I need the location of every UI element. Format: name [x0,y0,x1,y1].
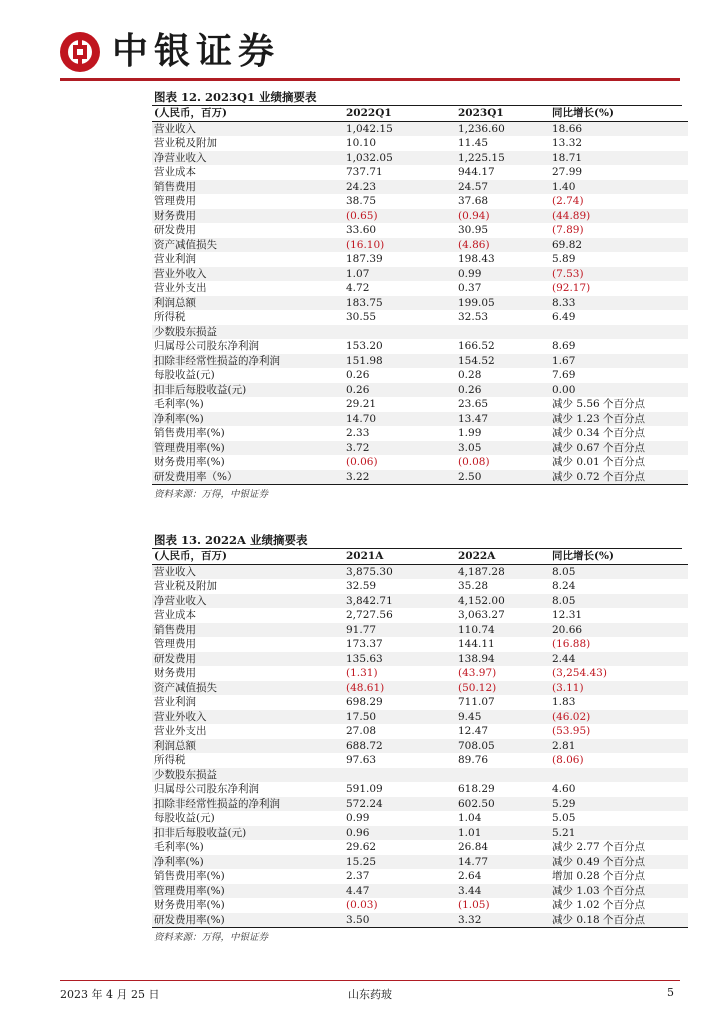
table-row [152,637,688,652]
table-cell: 91.77 [344,623,456,638]
table-row [152,811,688,826]
table-cell: 27.99 [552,166,583,178]
table-cell: (1.05) [458,899,490,911]
table-cell: 2021A [344,549,456,564]
row-label: 销售费用率(%) [154,870,225,882]
company-name: 山东药玻 [348,988,392,1001]
table-row [152,753,688,768]
table-cell: 1.01 [456,826,550,841]
table-row [152,710,688,725]
bank-logo-icon [60,32,100,72]
table-cell: 8.33 [550,296,688,311]
table-row [152,180,688,195]
header-rule [60,78,680,81]
table-cell: 1.83 [552,696,576,708]
table-cell: 2022A [456,549,550,564]
table-cell: 708.05 [456,739,550,754]
table-cell: 减少 0.18 个百分点 [550,913,688,928]
table-cell: 5.29 [550,797,688,812]
table-cell: 97.63 [346,754,377,766]
table-cell: 35.28 [458,580,489,592]
table-row [152,797,688,812]
row-label: 扣除非经常性损益的净利润 [152,354,344,369]
table-cell: 0.28 [458,369,482,381]
table-cell: 737.71 [346,166,383,178]
table-cell: 7.69 [552,369,576,381]
table-cell: (7.53) [550,267,688,282]
table-cell: 38.75 [346,195,377,207]
row-label: 营业利润 [154,696,196,708]
table-row [152,724,688,739]
table-row [152,884,688,899]
table-cell: (8.06) [552,754,584,766]
row-label: 利润总额 [152,739,344,754]
table-cell: 减少 0.67 个百分点 [550,441,688,456]
table-row [152,913,688,928]
table-row [152,681,688,696]
table-row [152,564,688,579]
table-cell: 3.22 [344,470,456,485]
row-label: 净营业收入 [152,594,344,609]
row-label: 净利率(%) [152,855,344,870]
table-row [152,826,688,841]
table-cell: 4,187.28 [456,564,550,579]
table-cell: 1,032.05 [344,151,456,166]
table-cell: 18.66 [550,121,688,136]
table-cell: 18.71 [550,151,688,166]
table-cell: 5.05 [552,812,576,824]
table-cell: 618.29 [458,783,495,795]
table-cell: 0.00 [550,383,688,398]
table-cell: 26.84 [458,841,489,853]
table-cell: 4.72 [346,282,370,294]
table-cell: 153.20 [346,340,383,352]
table-cell: 3.50 [344,913,456,928]
table-row [152,739,688,754]
table-cell: 减少 0.49 个百分点 [550,855,688,870]
page-header [60,28,680,84]
table-cell: (0.08) [458,456,490,468]
table-row [152,252,688,267]
table-row [152,768,688,783]
table-cell: 11.45 [458,137,489,149]
table-source: 资料来源：万得，中银证券 [154,489,269,500]
row-label: (人民币，百万) [152,549,344,564]
table-cell: 13.47 [456,412,550,427]
table-cell: 110.74 [456,623,550,638]
row-label: 归属母公司股东净利润 [154,783,259,795]
table-cell: 减少 1.02 个百分点 [552,899,646,911]
table-row [152,354,688,369]
table-cell: 151.98 [344,354,456,369]
table-cell: 20.66 [550,623,688,638]
row-label: 所得税 [154,754,186,766]
table-cell: 1.99 [458,427,482,439]
row-label: 扣除非经常性损益的净利润 [152,797,344,812]
row-label: 研发费用率(%) [152,913,344,928]
row-label: 营业收入 [152,121,344,136]
table-cell [550,768,688,783]
row-label: 资产减值损失 [152,238,344,253]
table-cell: (53.95) [552,725,591,737]
table-cell: 602.50 [456,797,550,812]
table-cell: 15.25 [344,855,456,870]
table-cell: 6.49 [552,311,576,323]
table-cell: 37.68 [458,195,489,207]
table-cell: 591.09 [346,783,383,795]
table-row [152,579,688,594]
table-cell: (16.10) [344,238,456,253]
row-label: 财务费用率(%) [154,456,225,468]
table-cell: (50.12) [456,681,550,696]
table-cell: 8.24 [552,580,576,592]
row-label: 净营业收入 [152,151,344,166]
row-label: 少数股东损益 [152,325,344,340]
row-label: 研发费用 [154,224,196,236]
table-cell: 减少 0.34 个百分点 [552,427,646,439]
table-cell: (48.61) [344,681,456,696]
table-row [152,209,688,224]
table-row [152,368,688,383]
row-label: 营业税及附加 [154,580,217,592]
row-label: 资产减值损失 [152,681,344,696]
table-cell: 减少 5.56 个百分点 [552,398,646,410]
table-cell [456,768,550,783]
table-cell: 166.52 [458,340,495,352]
table-row [152,869,688,884]
table-cell: 24.23 [344,180,456,195]
table-cell: (92.17) [552,282,591,294]
row-label: 每股收益(元) [154,369,215,381]
table-cell: 2.44 [550,652,688,667]
table-cell [344,768,456,783]
row-label: 营业成本 [154,166,196,178]
row-label: 营业利润 [154,253,196,265]
table-cell: 14.70 [344,412,456,427]
row-label: 所得税 [154,311,186,323]
table-cell: (4.86) [456,238,550,253]
table-cell: 1.04 [458,812,482,824]
table-cell: 减少 0.01 个百分点 [552,456,646,468]
table-cell: 2.81 [550,739,688,754]
table-row [152,412,688,427]
table-cell: 2.50 [456,470,550,485]
table-row [152,594,688,609]
table-cell: 17.50 [344,710,456,725]
brand-name: 中银证券 [112,31,281,72]
row-label: (人民币，百万) [152,106,344,121]
row-label: 研发费用率（%） [152,470,344,485]
row-label: 营业税及附加 [154,137,217,149]
table-cell: 89.76 [458,754,489,766]
row-label: 管理费用 [154,195,196,207]
row-label: 营业外收入 [152,267,344,282]
table-cell: 3,842.71 [344,594,456,609]
row-label: 营业外支出 [154,725,207,737]
table-section-1 [152,89,682,502]
table-cell: 8.05 [550,594,688,609]
table-row [152,840,688,855]
table-cell: 减少 1.23 个百分点 [550,412,688,427]
table-cell [344,325,456,340]
table-cell: 4,152.00 [456,594,550,609]
table-cell: 0.26 [344,383,456,398]
table-cell: (3,254.43) [552,667,607,679]
table-cell: 同比增长(%) [550,549,688,564]
table-cell: 198.43 [458,253,495,265]
row-label: 净利率(%) [152,412,344,427]
table-row [152,455,688,470]
table-row [152,151,688,166]
table-cell: (46.02) [550,710,688,725]
table-cell: 3.05 [456,441,550,456]
table-row [152,238,688,253]
row-label: 管理费用率(%) [152,884,344,899]
table-cell: 572.24 [344,797,456,812]
row-label: 利润总额 [152,296,344,311]
row-label: 营业外支出 [154,282,207,294]
table-cell: 135.63 [344,652,456,667]
table-cell: 29.62 [346,841,377,853]
table-cell: (44.89) [550,209,688,224]
table-cell: 30.55 [346,311,377,323]
table-row [152,652,688,667]
table-row [152,608,688,623]
table-cell: 1,042.15 [344,121,456,136]
table-cell: 199.05 [456,296,550,311]
table-row [152,281,688,296]
row-label: 财务费用 [154,667,196,679]
row-label: 财务费用率(%) [154,899,225,911]
table-cell: 698.29 [346,696,383,708]
table-cell: 3.44 [456,884,550,899]
table-cell: (16.88) [552,638,591,650]
table-row [152,136,688,151]
table-cell: 173.37 [346,638,383,650]
table-row [152,695,688,710]
table-row [152,310,688,325]
table-cell: (0.65) [344,209,456,224]
summary-table [152,106,688,485]
row-label: 扣非后每股收益(元) [152,383,344,398]
table-cell: 183.75 [344,296,456,311]
table-cell: 688.72 [344,739,456,754]
table-source: 资料来源：万得，中银证券 [154,932,269,943]
table-row [152,441,688,456]
row-label: 扣非后每股收益(元) [152,826,344,841]
row-label: 营业收入 [152,564,344,579]
table-cell: 10.10 [346,137,377,149]
row-label: 研发费用 [152,652,344,667]
table-cell: 1,236.60 [456,121,550,136]
table-row [152,470,688,485]
table-cell: 2023Q1 [456,106,550,121]
table-cell: 27.08 [346,725,377,737]
table-cell: (0.03) [346,899,378,911]
table-cell: (43.97) [458,667,497,679]
table-cell [550,325,688,340]
row-label: 财务费用 [152,209,344,224]
table-cell: 33.60 [346,224,377,236]
table-row [152,383,688,398]
table-cell: 减少 1.03 个百分点 [550,884,688,899]
table-row [152,397,688,412]
table-row [152,194,688,209]
table-cell: 0.99 [346,812,370,824]
row-label: 管理费用 [154,638,196,650]
table-cell: 30.95 [458,224,489,236]
table-row [152,782,688,797]
table-cell: (3.11) [550,681,688,696]
table-cell: (0.94) [456,209,550,224]
summary-table [152,549,688,928]
table-cell: 1.07 [344,267,456,282]
table-cell: 944.17 [458,166,495,178]
row-label: 毛利率(%) [154,841,204,853]
table-cell [456,325,550,340]
table-cell: 14.77 [456,855,550,870]
page-footer [60,980,680,1001]
table-cell: 1.67 [550,354,688,369]
page-number: 5 [667,986,674,999]
table-cell: 0.99 [456,267,550,282]
table-row [152,898,688,913]
table-cell: 5.89 [552,253,576,265]
table-title: 图表 13. 2022A 业绩摘要表 [152,532,682,549]
table-cell: 12.47 [458,725,489,737]
table-cell: 8.69 [552,340,576,352]
table-cell: 13.32 [552,137,583,149]
table-header-row [152,549,688,564]
row-label: 销售费用 [152,623,344,638]
table-cell: 711.07 [458,696,495,708]
table-cell: 32.53 [458,311,489,323]
table-cell: 3,063.27 [458,609,505,621]
row-label: 销售费用 [152,180,344,195]
table-cell: 增加 0.28 个百分点 [552,870,646,882]
table-cell: 24.57 [456,180,550,195]
table-cell: 29.21 [346,398,377,410]
table-cell: 4.47 [344,884,456,899]
table-cell: 3.72 [344,441,456,456]
table-cell: 8.05 [550,564,688,579]
row-label: 毛利率(%) [154,398,204,410]
table-cell: 138.94 [456,652,550,667]
table-cell: 0.26 [346,369,370,381]
table-row [152,339,688,354]
table-cell: 3.32 [456,913,550,928]
table-cell: 2.64 [458,870,482,882]
table-row [152,623,688,638]
table-cell: 0.96 [344,826,456,841]
table-cell: 同比增长(%) [550,106,688,121]
table-cell: 3,875.30 [344,564,456,579]
table-cell: 减少 0.72 个百分点 [550,470,688,485]
table-cell: 1.40 [550,180,688,195]
table-cell: 1,225.15 [456,151,550,166]
table-cell: 减少 2.77 个百分点 [552,841,646,853]
table-row [152,267,688,282]
table-row [152,121,688,136]
table-header-row [152,106,688,121]
row-label: 少数股东损益 [152,768,344,783]
table-cell: (1.31) [346,667,378,679]
row-label: 销售费用率(%) [154,427,225,439]
row-label: 归属母公司股东净利润 [154,340,259,352]
row-label: 管理费用率(%) [152,441,344,456]
table-cell: 0.26 [456,383,550,398]
table-row [152,296,688,311]
row-label: 每股收益(元) [154,812,215,824]
table-row [152,325,688,340]
table-cell: (7.89) [552,224,584,236]
table-row [152,426,688,441]
table-cell: 2.37 [346,870,370,882]
table-cell: 0.37 [458,282,482,294]
row-label: 营业外收入 [152,710,344,725]
table-cell: 23.65 [458,398,489,410]
table-cell: 2.33 [346,427,370,439]
table-row [152,165,688,180]
table-section-2 [152,532,682,945]
table-cell: 144.11 [458,638,495,650]
table-cell: (2.74) [552,195,584,207]
table-cell: 32.59 [346,580,377,592]
table-cell: 154.52 [456,354,550,369]
report-date: 2023 年 4 月 25 日 [60,988,160,1001]
row-label: 营业成本 [154,609,196,621]
table-row [152,223,688,238]
table-cell: 12.31 [552,609,583,621]
table-cell: 4.60 [552,783,576,795]
table-row [152,855,688,870]
table-cell: 5.21 [550,826,688,841]
table-cell: (0.06) [346,456,378,468]
table-cell: 69.82 [550,238,688,253]
table-cell: 2,727.56 [346,609,393,621]
table-title: 图表 12. 2023Q1 业绩摘要表 [152,89,682,106]
table-cell: 2022Q1 [344,106,456,121]
table-cell: 9.45 [456,710,550,725]
table-row [152,666,688,681]
table-cell: 187.39 [346,253,383,265]
